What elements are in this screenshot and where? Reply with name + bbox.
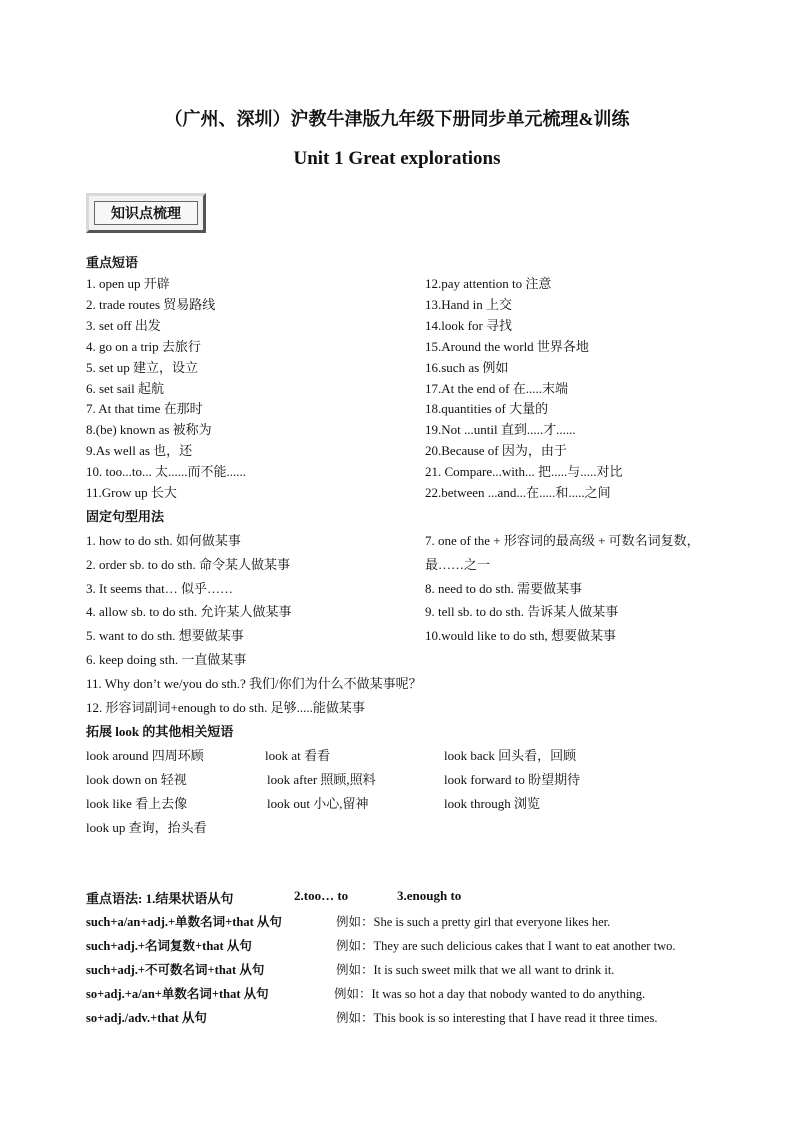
phrase-item: 14.look for 寻找 [425,318,513,333]
section-box [86,193,206,233]
look-phrase: look through 浏览 [444,796,541,811]
grammar-rule: such+adj.+名词复数+that 从句 [86,939,252,953]
phrase-item: 22.between ...and...在.....和.....之间 [425,485,611,500]
pattern-item: 11. Why don’t we/you do sth.? 我们/你们为什么不做某事呢？ [86,676,422,691]
section-box-label: 知识点梳理 [94,201,198,225]
patterns-heading: 固定句型用法 [86,509,165,524]
phrase-item: 3. set off 出发 [86,318,161,333]
look-phrase: look like 看上去像 [86,796,188,811]
pattern-item: 4. allow sb. to do sth. 允许某人做某事 [86,604,292,619]
phrases-heading: 重点短语 [86,255,139,270]
look-phrase: look down on 轻视 [86,772,187,787]
pattern-item: 9. tell sb. to do sth. 告诉某人做某事 [425,604,619,619]
phrase-item: 12.pay attention to 注意 [425,276,552,291]
look-heading: 拓展 look 的其他相关短语 [86,724,234,739]
grammar-example: 例如：They are such delicious cakes that I want to eat another two. [336,939,676,953]
phrase-item: 17.At the end of 在.....末端 [425,381,568,396]
phrase-item: 15.Around the world 世界各地 [425,339,589,354]
grammar-example: 例如：She is such a pretty girl that everyone likes her. [336,915,611,929]
pattern-item: 5. want to do sth. 想要做某事 [86,628,244,643]
phrase-item: 16.such as 例如 [425,360,509,375]
pattern-item: 1. how to do sth. 如何做某事 [86,533,241,548]
phrase-item: 21. Compare...with... 把.....与.....对比 [425,464,623,479]
look-phrase: look at 看看 [265,748,330,763]
pattern-item: 12. 形容词副词+enough to do sth. 足够.....能做某事 [86,700,365,715]
look-phrase: look back 回头看，回顾 [444,748,577,763]
document-title: （广州、深圳）沪教牛津版九年级下册同步单元梳理&训练 [164,109,630,129]
pattern-item: 2. order sb. to do sth. 命令某人做某事 [86,557,291,572]
pattern-item: 3. It seems that… 似乎…… [86,581,233,596]
phrase-item: 8.(be) known as 被称为 [86,422,212,437]
grammar-heading: 重点语法: 1.结果状语从句 [86,891,234,906]
unit-title: Unit 1 Great explorations [293,148,501,169]
phrase-item: 9.As well as 也，还 [86,443,193,458]
grammar-rule: such+adj.+不可数名词+that 从句 [86,963,265,977]
grammar-rule: such+a/an+adj.+单数名词+that 从句 [86,915,282,929]
phrase-item: 6. set sail 起航 [86,381,164,396]
phrase-item: 2. trade routes 贸易路线 [86,297,216,312]
look-phrase: look forward to 盼望期待 [444,772,581,787]
grammar-example: 例如：It was so hot a day that nobody wanted to do anything. [334,987,646,1001]
grammar-example: 例如：This book is so interesting that I have read it three times. [336,1011,658,1025]
phrase-item: 4. go on a trip 去旅行 [86,339,201,354]
grammar-rule: so+adj./adv.+that 从句 [86,1011,207,1025]
phrase-item: 5. set up 建立，设立 [86,360,198,375]
phrase-item: 10. too...to... 太......而不能...... [86,464,246,479]
grammar-rule: so+adj.+a/an+单数名词+that 从句 [86,987,269,1001]
grammar-example: 例如：It is such sweet milk that we all want to drink it. [336,963,615,977]
pattern-item: 10.would like to do sth, 想要做某事 [425,628,617,643]
phrase-item: 7. At that time 在那时 [86,401,203,416]
phrase-item: 20.Because of 因为，由于 [425,443,567,458]
phrase-item: 18.quantities of 大量的 [425,401,549,416]
phrase-item: 19.Not ...until 直到.....才...... [425,422,576,437]
pattern-item: 6. keep doing sth. 一直做某事 [86,652,247,667]
phrase-item: 11.Grow up 长大 [86,485,177,500]
pattern-item: 最……之一 [425,557,491,572]
pattern-item: 7. one of the + 形容词的最高级 + 可数名词复数， [425,533,700,548]
grammar-heading-2: 2.too… to [294,888,349,903]
look-phrase: look out 小心,留神 [267,796,369,811]
phrase-item: 13.Hand in 上交 [425,297,513,312]
look-phrase: look after 照顾,照料 [267,772,376,787]
look-phrase: look up 查询，抬头看 [86,820,207,835]
grammar-heading-3: 3.enough to [397,888,462,903]
look-phrase: look around 四周环顾 [86,748,204,763]
phrase-item: 1. open up 开辟 [86,276,170,291]
pattern-item: 8. need to do sth. 需要做某事 [425,581,583,596]
